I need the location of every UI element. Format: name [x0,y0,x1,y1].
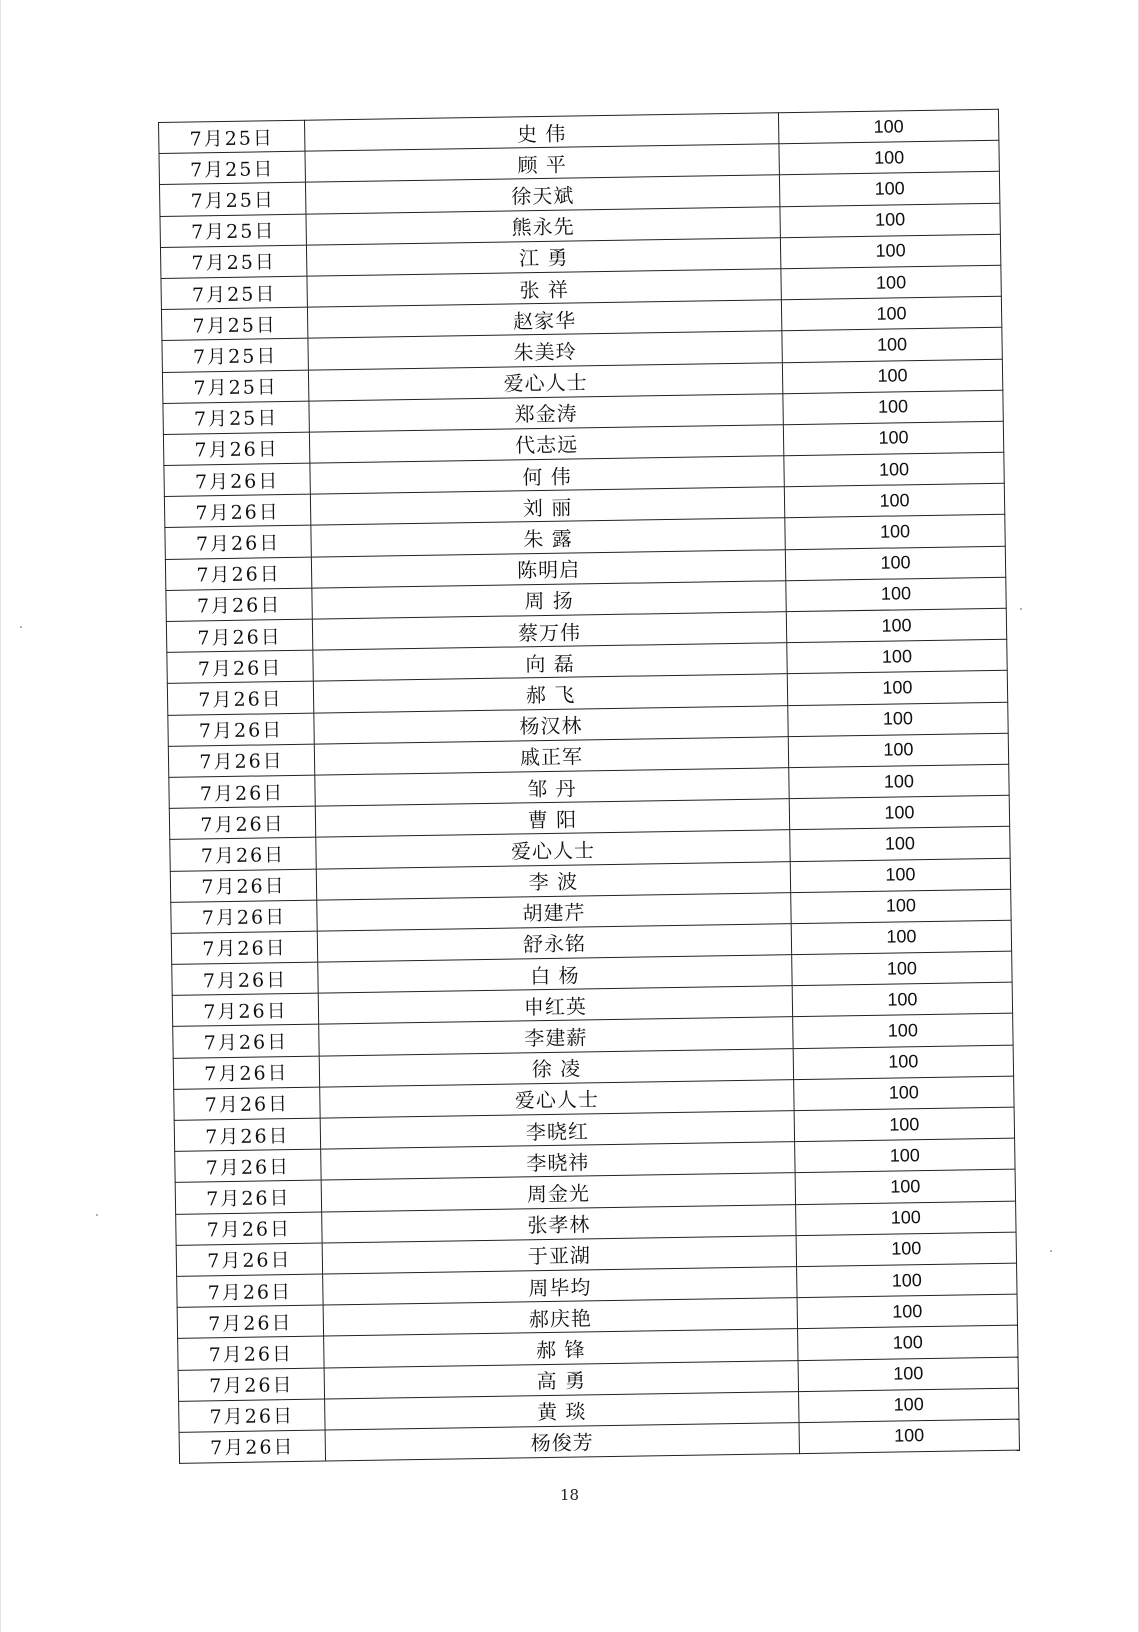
date-cell: 7月26日 [164,494,310,527]
date-cell: 7月25日 [161,307,307,340]
date-cell: 7月25日 [159,183,305,216]
date-cell: 7月26日 [165,557,311,590]
scan-speck [1050,1250,1052,1252]
donor-name-cell: 曹 阳 [315,799,789,838]
amount-cell: 100 [793,1045,1013,1080]
date-cell: 7月25日 [161,276,307,309]
date-cell: 7月26日 [169,806,315,839]
donor-name-cell: 申红英 [318,986,792,1025]
date-cell: 7月26日 [171,900,317,933]
date-cell: 7月26日 [176,1212,322,1245]
scan-speck [1020,608,1022,610]
donation-list-sheet [158,109,1019,1464]
donor-name-cell: 江 勇 [306,237,780,276]
date-cell: 7月26日 [170,869,316,902]
donor-name-cell: 李晓祎 [321,1142,795,1181]
amount-cell: 100 [778,109,998,144]
donor-name-cell: 于亚湖 [322,1235,796,1274]
date-cell: 7月26日 [168,744,314,777]
amount-cell: 100 [799,1388,1019,1423]
donation-table-body [159,109,1020,1463]
amount-cell: 100 [781,265,1001,300]
amount-cell: 100 [780,203,1000,238]
donor-name-cell: 戚正军 [314,736,788,775]
amount-cell: 100 [795,1138,1015,1173]
donor-name-cell: 李晓红 [320,1111,794,1150]
date-cell: 7月26日 [171,931,317,964]
date-cell: 7月26日 [177,1274,323,1307]
date-cell: 7月26日 [164,463,310,496]
donor-name-cell: 熊永先 [306,206,780,245]
page-number: 18 [559,1486,580,1504]
donor-name-cell: 张 祥 [307,269,781,308]
donor-name-cell: 朱 露 [311,518,785,557]
date-cell: 7月26日 [175,1149,321,1182]
amount-cell: 100 [794,1076,1014,1111]
donor-name-cell: 李 波 [316,861,790,900]
amount-cell: 100 [782,328,1002,363]
date-cell: 7月25日 [159,151,305,184]
donor-name-cell: 徐天斌 [305,175,779,214]
amount-cell: 100 [780,234,1000,269]
date-cell: 7月26日 [179,1430,325,1463]
donor-name-cell: 周毕均 [323,1267,797,1306]
amount-cell: 100 [784,484,1004,519]
donor-name-cell: 朱美玲 [308,331,782,370]
donor-name-cell: 李建薪 [319,1017,793,1056]
date-cell: 7月26日 [169,775,315,808]
donor-name-cell: 爱心人士 [316,830,790,869]
amount-cell: 100 [790,827,1010,862]
amount-cell: 100 [779,140,999,175]
date-cell: 7月26日 [177,1305,323,1338]
donor-name-cell: 何 伟 [310,456,784,495]
amount-cell: 100 [788,733,1008,768]
date-cell: 7月26日 [179,1399,325,1432]
amount-cell: 100 [798,1357,1018,1392]
amount-cell: 100 [795,1170,1015,1205]
amount-cell: 100 [797,1263,1017,1298]
date-cell: 7月26日 [170,837,316,870]
amount-cell: 100 [784,452,1004,487]
date-cell: 7月25日 [160,245,306,278]
amount-cell: 100 [781,296,1001,331]
donor-name-cell: 爱心人士 [308,362,782,401]
date-cell: 7月26日 [172,993,318,1026]
donor-name-cell: 陈明启 [311,549,785,588]
amount-cell: 100 [783,421,1003,456]
donor-name-cell: 张孝林 [322,1204,796,1243]
date-cell: 7月26日 [174,1118,320,1151]
donor-name-cell: 赵家华 [307,300,781,339]
donor-name-cell: 史 伟 [304,113,778,152]
amount-cell: 100 [789,764,1009,799]
date-cell: 7月26日 [167,682,313,715]
amount-cell: 100 [792,982,1012,1017]
amount-cell: 100 [788,702,1008,737]
donor-name-cell: 周金光 [321,1173,795,1212]
donor-name-cell: 郝庆艳 [323,1298,797,1337]
date-cell: 7月26日 [178,1336,324,1369]
donor-name-cell: 刘 丽 [310,487,784,526]
amount-cell: 100 [796,1232,1016,1267]
donor-name-cell: 周 扬 [312,581,786,620]
date-cell: 7月26日 [165,526,311,559]
donor-name-cell: 白 杨 [318,955,792,994]
date-cell: 7月26日 [168,713,314,746]
donor-name-cell: 邹 丹 [315,768,789,807]
amount-cell: 100 [790,858,1010,893]
amount-cell: 100 [786,577,1006,612]
donor-name-cell: 郝 锋 [324,1329,798,1368]
date-cell: 7月26日 [167,650,313,683]
donation-table [158,109,1020,1464]
date-cell: 7月25日 [162,370,308,403]
donor-name-cell: 郑金涛 [309,393,783,432]
amount-cell: 100 [798,1325,1018,1360]
date-cell: 7月26日 [166,619,312,652]
amount-cell: 100 [785,515,1005,550]
amount-cell: 100 [791,920,1011,955]
donor-name-cell: 爱心人士 [320,1079,794,1118]
date-cell: 7月26日 [175,1180,321,1213]
donor-name-cell: 徐 凌 [319,1048,793,1087]
date-cell: 7月26日 [178,1368,324,1401]
amount-cell: 100 [792,951,1012,986]
amount-cell: 100 [797,1294,1017,1329]
date-cell: 7月25日 [163,401,309,434]
date-cell: 7月25日 [162,338,308,371]
amount-cell: 100 [782,359,1002,394]
amount-cell: 100 [783,390,1003,425]
donor-name-cell: 杨汉林 [314,705,788,744]
amount-cell: 100 [793,1014,1013,1049]
scan-speck [20,626,22,628]
date-cell: 7月25日 [159,120,305,153]
amount-cell: 100 [799,1419,1019,1454]
amount-cell: 100 [779,172,999,207]
date-cell: 7月26日 [173,1025,319,1058]
amount-cell: 100 [789,795,1009,830]
amount-cell: 100 [796,1201,1016,1236]
donor-name-cell: 郝 飞 [313,674,787,713]
donor-name-cell: 胡建芹 [317,892,791,931]
amount-cell: 100 [787,671,1007,706]
amount-cell: 100 [785,546,1005,581]
donor-name-cell: 杨俊芳 [325,1422,799,1461]
date-cell: 7月26日 [176,1243,322,1276]
amount-cell: 100 [791,889,1011,924]
donor-name-cell: 顾 平 [305,144,779,183]
donor-name-cell: 蔡万伟 [312,612,786,651]
donor-name-cell: 代志远 [309,425,783,464]
date-cell: 7月26日 [174,1087,320,1120]
donor-name-cell: 高 勇 [324,1360,798,1399]
date-cell: 7月25日 [160,214,306,247]
date-cell: 7月26日 [172,962,318,995]
amount-cell: 100 [794,1107,1014,1142]
date-cell: 7月26日 [166,588,312,621]
date-cell: 7月26日 [163,432,309,465]
donor-name-cell: 舒永铭 [317,924,791,963]
donor-name-cell: 黄 琰 [325,1391,799,1430]
page-left-edge [0,0,1,1632]
donor-name-cell: 向 磊 [313,643,787,682]
date-cell: 7月26日 [173,1056,319,1089]
amount-cell: 100 [786,608,1006,643]
scan-speck [96,1214,98,1216]
amount-cell: 100 [787,639,1007,674]
